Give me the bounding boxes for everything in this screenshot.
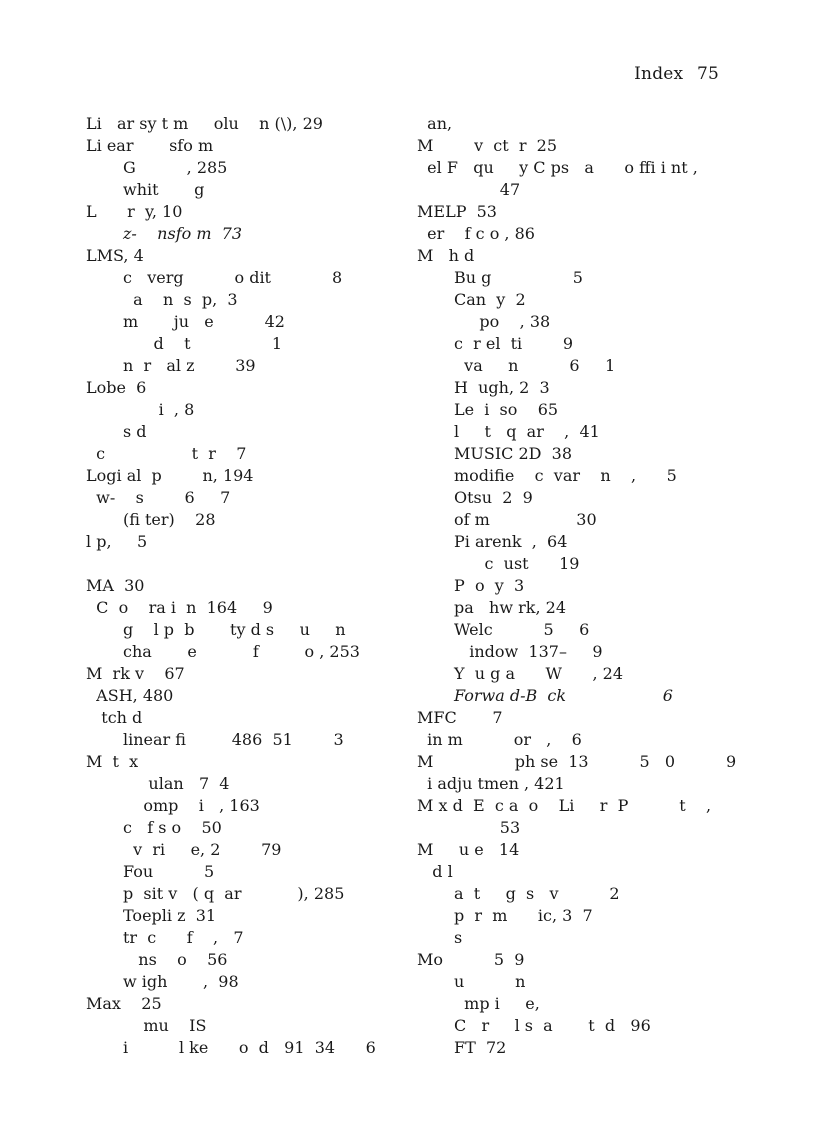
index-entry: er f c o , 86 <box>417 224 535 243</box>
index-subentry: P o y 3 <box>454 576 525 595</box>
index-subentry: s d <box>123 422 147 441</box>
index-subentry: l t q ar , 41 <box>454 422 600 441</box>
index-entry: c t r 7 <box>86 444 247 463</box>
index-subentry: indow 137– 9 <box>454 642 603 661</box>
index-subentry: s <box>454 928 463 947</box>
index-entry: LMS, 4 <box>86 246 144 265</box>
index-entry: w- s 6 7 <box>86 488 231 507</box>
index-entry: Logi al p n, 194 <box>86 466 254 485</box>
index-entry <box>86 553 416 575</box>
index-subentry: po , 38 <box>454 312 551 331</box>
index-entry: an, <box>417 114 453 133</box>
index-subentry: a t g s v 2 <box>454 884 620 903</box>
index-subentry: i , 8 <box>123 400 195 419</box>
index-subentry: Y u g a W , 24 <box>454 664 623 683</box>
index-subentry: c ust 19 <box>454 554 580 573</box>
index-subentry: Welc 5 6 <box>454 620 590 639</box>
header-title: Index <box>634 64 684 84</box>
index-entry: d l <box>417 862 453 881</box>
index-entry: M h d <box>417 246 475 265</box>
index-subentry: Otsu 2 9 <box>454 488 533 507</box>
index-subentry: u n <box>454 972 526 991</box>
index-subentry: Bu g 5 <box>454 268 583 287</box>
index-subentry: ns o 56 <box>123 950 228 969</box>
index-entry: MA 30 <box>86 576 145 595</box>
index-subentry: Toepli z 31 <box>123 906 217 925</box>
index-entry: Li ar sy t m olu n (\), 29 <box>86 114 323 133</box>
index-entry: Mo 5 9 <box>417 950 525 969</box>
page-header <box>634 64 719 84</box>
index-subentry: cha e f o , 253 <box>123 642 360 661</box>
index-entry: C o ra i n 164 9 <box>86 598 273 617</box>
index-subentry: i l ke o d 91 34 6 <box>123 1038 376 1057</box>
index-subentry: (fi ter) 28 <box>123 510 216 529</box>
index-entry: tch d <box>86 708 143 727</box>
index-entry: Max 25 <box>86 994 162 1013</box>
index-subentry: tr c f , 7 <box>123 928 244 947</box>
index-entry: L r y, 10 <box>86 202 183 221</box>
index-entry: MFC 7 <box>417 708 503 727</box>
index-subentry: omp i , 163 <box>123 796 260 815</box>
index-subentry: c verg o dit 8 <box>123 268 343 287</box>
index-subentry: G , 285 <box>123 158 228 177</box>
index-subentry: Forwa d-B ck 6 <box>454 686 673 705</box>
index-subentry: va n 6 1 <box>454 356 616 375</box>
index-entry: M v ct r 25 <box>417 136 558 155</box>
index-subentry: Fou 5 <box>123 862 215 881</box>
index-entry: el F qu y C ps a o ffi i nt , <box>417 158 698 177</box>
index-subentry: 53 <box>454 818 521 837</box>
index-subentry: linear fi 486 51 3 <box>123 730 344 749</box>
index-subentry: whit g <box>123 180 205 199</box>
index-entry: l p, 5 <box>86 532 148 551</box>
index-column-left <box>86 113 416 1059</box>
index-entry: M u e 14 <box>417 840 520 859</box>
index-entry: M ph se 13 5 0 9 <box>417 752 737 771</box>
index-subentry: d t 1 <box>123 334 283 353</box>
index-subentry: pa hw rk, 24 <box>454 598 566 617</box>
index-subentry: H ugh, 2 3 <box>454 378 550 397</box>
index-subentry: of m 30 <box>454 510 597 529</box>
index-entry: Li ear sfo m <box>86 136 214 155</box>
index-entry: Lobe 6 <box>86 378 147 397</box>
index-subentry: modifie c var n , 5 <box>454 466 677 485</box>
index-subentry: mp i e, <box>454 994 540 1013</box>
index-entry: i adju tmen , 421 <box>417 774 565 793</box>
index-subentry: c f s o 50 <box>123 818 222 837</box>
page-number: 75 <box>696 64 719 84</box>
index-entry: in m or , 6 <box>417 730 582 749</box>
index-subentry: p sit v ( q ar ), 285 <box>123 884 345 903</box>
index-subentry: m ju e 42 <box>123 312 285 331</box>
index-entry: ASH, 480 <box>86 686 174 705</box>
index-entry: M t x <box>86 752 139 771</box>
index-subentry: w igh , 98 <box>123 972 239 991</box>
index-subentry: z- nsfo m 73 <box>123 224 243 243</box>
index-subentry: MUSIC 2D 38 <box>454 444 573 463</box>
index-subentry: c r el ti 9 <box>454 334 574 353</box>
index-entry: M rk v 67 <box>86 664 185 683</box>
index-subentry: 47 <box>454 180 521 199</box>
index-subentry: C r l s a t d 96 <box>454 1016 651 1035</box>
index-subentry: mu IS <box>123 1016 207 1035</box>
index-subentry: a n s p, 3 <box>123 290 238 309</box>
index-subentry: Le i so 65 <box>454 400 559 419</box>
index-subentry: g l p b ty d s u n <box>123 620 346 639</box>
index-column-right <box>417 113 737 1059</box>
index-entry: M x d E c a o Li r P t , <box>417 796 712 815</box>
index-subentry: p r m ic, 3 7 <box>454 906 593 925</box>
index-subentry: FT 72 <box>454 1038 507 1057</box>
index-subentry: Pi arenk , 64 <box>454 532 568 551</box>
index-subentry: v ri e, 2 79 <box>123 840 282 859</box>
index-subentry: Can y 2 <box>454 290 526 309</box>
index-subentry: n r al z 39 <box>123 356 256 375</box>
index-subentry: ulan 7 4 <box>123 774 230 793</box>
index-entry: MELP 53 <box>417 202 497 221</box>
